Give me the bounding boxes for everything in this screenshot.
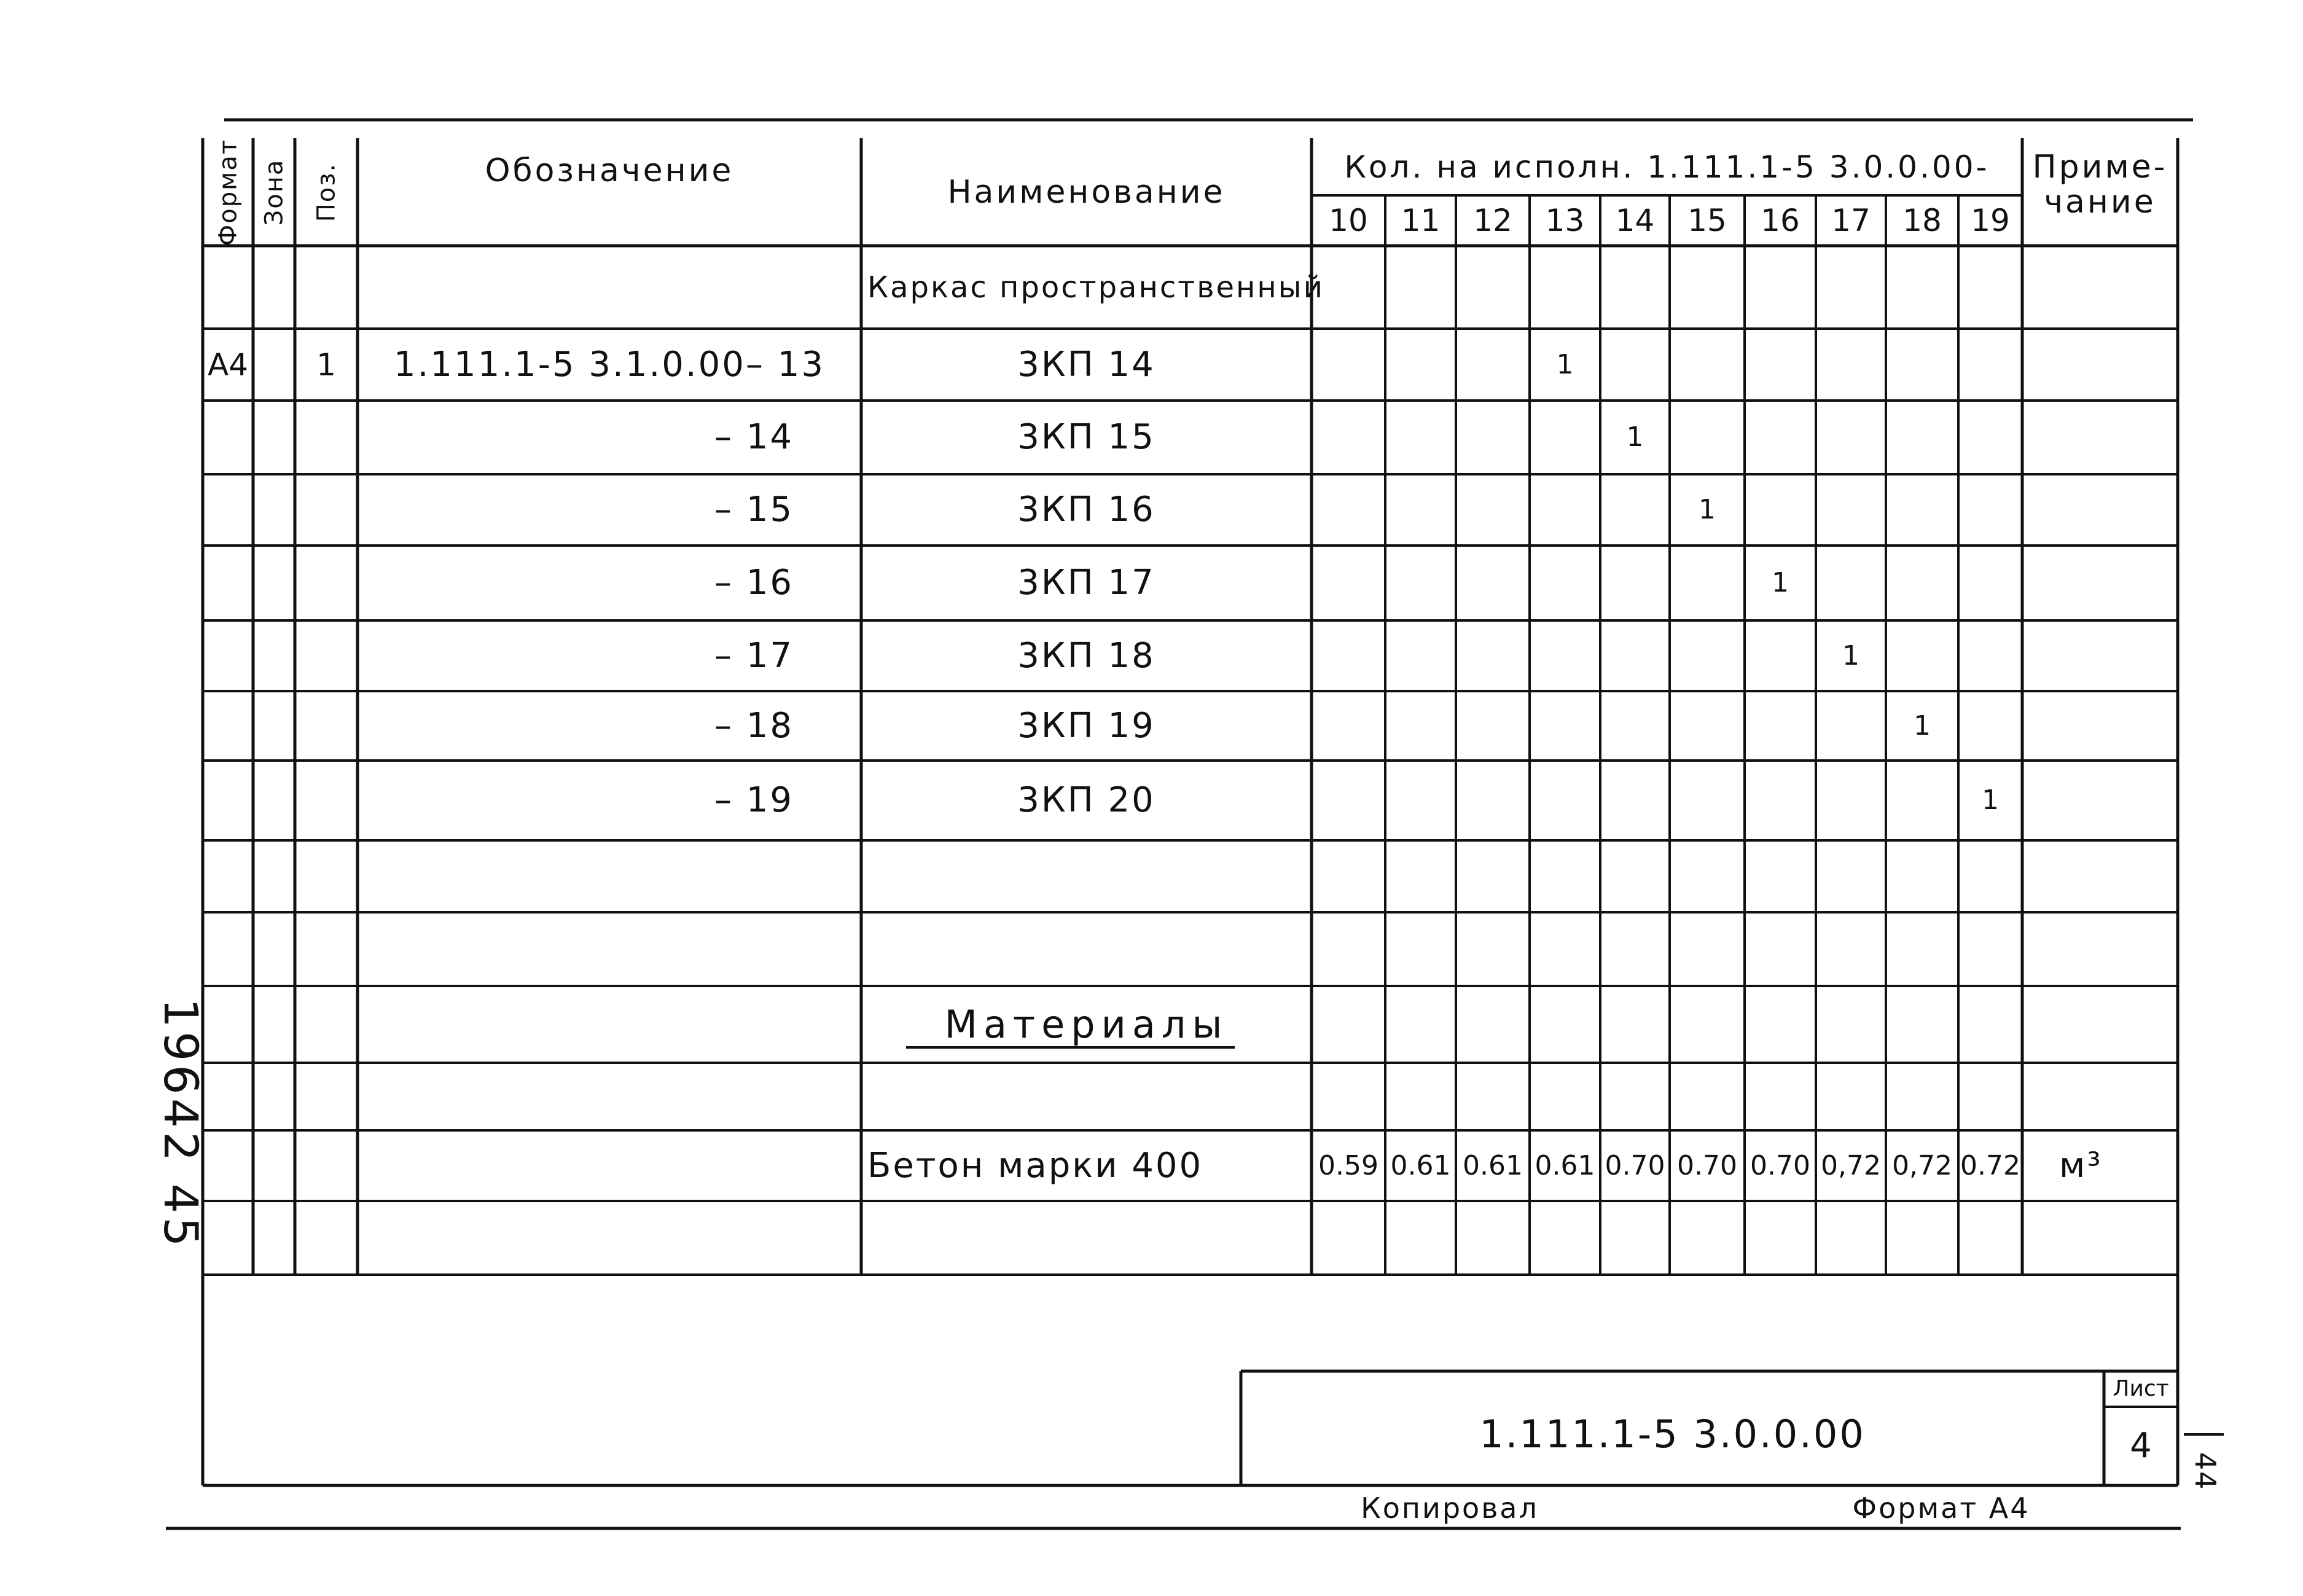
row-quantity (1745, 329, 1816, 401)
row-designation: – 18 (714, 705, 794, 746)
row-position (295, 546, 358, 620)
row-quantity (1600, 246, 1670, 329)
row-designation (358, 1201, 794, 1275)
row-quantity (1385, 691, 1456, 761)
row-quantity (1456, 986, 1530, 1063)
row-quantity (1886, 1063, 1958, 1130)
row-designation (358, 1063, 794, 1130)
variant-header: 10 (1329, 203, 1368, 238)
row-quantity (1456, 691, 1530, 761)
row-quantity: 0.59 (1318, 1149, 1378, 1181)
row-quantity (1385, 474, 1456, 546)
row-quantity (1312, 912, 1385, 986)
row-designation (358, 1130, 794, 1201)
row-quantity (1312, 474, 1385, 546)
row-note (2022, 691, 2178, 761)
row-quantity (1745, 1201, 1816, 1275)
row-quantity (1312, 620, 1385, 691)
row-quantity (1385, 329, 1456, 401)
row-quantity (1530, 401, 1600, 474)
row-position (295, 474, 358, 546)
row-designation: 1.111.1-5 3.1.0.00– 13 (394, 344, 825, 385)
variant-header: 17 (1831, 203, 1871, 238)
row-quantity (1456, 761, 1530, 840)
row-quantity (1816, 401, 1886, 474)
row-note (2022, 620, 2178, 691)
row-name: 3КП 20 (1017, 780, 1155, 820)
row-quantity (1385, 546, 1456, 620)
row-quantity (1530, 691, 1600, 761)
variant-header: 13 (1545, 203, 1585, 238)
variant-header: 11 (1401, 203, 1441, 238)
row-quantity (1958, 546, 2022, 620)
position-header: Поз. (312, 162, 340, 222)
row-quantity (1456, 1201, 1530, 1275)
row-designation (358, 986, 794, 1063)
row-format (203, 546, 253, 620)
row-quantity (1886, 761, 1958, 840)
row-quantity: 0,72 (1821, 1149, 1881, 1181)
row-note: м³ (2059, 1145, 2103, 1186)
row-quantity (1886, 912, 1958, 986)
row-format (203, 620, 253, 691)
row-quantity (1530, 620, 1600, 691)
row-note (2022, 246, 2178, 329)
row-quantity (1958, 912, 2022, 986)
row-quantity (1816, 546, 1886, 620)
margin-inventory-number: 19642 45 (154, 998, 209, 1251)
variant-header: 15 (1687, 203, 1727, 238)
row-position (295, 691, 358, 761)
row-note (2022, 546, 2178, 620)
row-quantity: 0.61 (1463, 1149, 1523, 1181)
row-quantity (1530, 986, 1600, 1063)
row-quantity (1886, 246, 1958, 329)
row-position (295, 246, 358, 329)
copied-label: Копировал (1361, 1492, 1539, 1525)
row-quantity (1385, 761, 1456, 840)
row-format (203, 761, 253, 840)
row-quantity (1312, 401, 1385, 474)
row-quantity (1312, 1063, 1385, 1130)
row-format: А4 (207, 346, 248, 383)
row-quantity (1670, 840, 1745, 912)
row-quantity (1456, 840, 1530, 912)
row-quantity (1886, 329, 1958, 401)
row-quantity (1312, 691, 1385, 761)
row-quantity (1670, 246, 1745, 329)
row-quantity (1456, 620, 1530, 691)
row-quantity (1958, 474, 2022, 546)
row-quantity (1670, 986, 1745, 1063)
row-quantity (1816, 1201, 1886, 1275)
row-name: 3КП 15 (1017, 417, 1155, 457)
row-quantity: 0.70 (1677, 1149, 1737, 1181)
row-quantity (1600, 912, 1670, 986)
row-position (295, 986, 358, 1063)
row-quantity (1385, 912, 1456, 986)
row-quantity (1958, 1201, 2022, 1275)
row-quantity (1670, 620, 1745, 691)
row-position (295, 912, 358, 986)
row-quantity (1958, 246, 2022, 329)
row-position (295, 761, 358, 840)
row-quantity (1745, 840, 1816, 912)
row-designation: – 14 (714, 417, 794, 457)
row-quantity (1745, 761, 1816, 840)
row-quantity (1670, 1201, 1745, 1275)
row-name: Материалы (944, 1001, 1229, 1047)
row-designation: – 15 (714, 490, 794, 530)
row-note (2022, 840, 2178, 912)
row-note (2022, 401, 2178, 474)
row-name (867, 840, 1305, 912)
row-quantity (1745, 246, 1816, 329)
row-quantity (1456, 246, 1530, 329)
row-quantity (1530, 246, 1600, 329)
row-position (295, 1130, 358, 1201)
row-quantity (1670, 1063, 1745, 1130)
row-quantity (1886, 474, 1958, 546)
row-quantity (1600, 546, 1670, 620)
row-note (2022, 912, 2178, 986)
row-quantity (1958, 840, 2022, 912)
row-quantity (1816, 840, 1886, 912)
row-quantity (1600, 329, 1670, 401)
row-quantity (1530, 912, 1600, 986)
page-number: 44 (2189, 1452, 2222, 1491)
row-quantity: 0.61 (1390, 1149, 1451, 1181)
row-quantity (1456, 401, 1530, 474)
row-quantity (1385, 401, 1456, 474)
row-position (295, 1201, 358, 1275)
variant-header: 16 (1761, 203, 1800, 238)
row-quantity (1886, 546, 1958, 620)
row-format (203, 691, 253, 761)
row-quantity (1600, 620, 1670, 691)
format-header: Формат (214, 138, 242, 246)
row-name (867, 1063, 1305, 1130)
row-designation (358, 246, 794, 329)
row-name: 3КП 14 (1017, 344, 1155, 385)
row-designation: – 17 (714, 635, 794, 676)
row-quantity: 0.72 (1960, 1149, 2020, 1181)
quantity-header: Кол. на исполн. 1.111.1-5 3.0.0.00- (1344, 149, 1990, 185)
row-quantity (1385, 1063, 1456, 1130)
row-quantity (1886, 1201, 1958, 1275)
name-header: Наименование (947, 173, 1226, 211)
row-quantity (1385, 246, 1456, 329)
row-quantity (1958, 620, 2022, 691)
row-quantity (1670, 761, 1745, 840)
row-quantity (1958, 401, 2022, 474)
stamp-designation: 1.111.1-5 3.0.0.00 (1479, 1412, 1866, 1457)
row-name: 3КП 16 (1017, 490, 1155, 530)
row-quantity (1745, 474, 1816, 546)
row-quantity (1530, 840, 1600, 912)
note-header-line-1: Приме- (2032, 148, 2168, 186)
variant-header: 14 (1615, 203, 1655, 238)
variant-header: 12 (1473, 203, 1512, 238)
variant-header: 18 (1902, 203, 1942, 238)
zone-header: Зона (260, 158, 288, 225)
row-position (295, 401, 358, 474)
row-quantity (1670, 546, 1745, 620)
row-name (867, 912, 1305, 986)
row-quantity (1958, 986, 2022, 1063)
row-quantity (1530, 761, 1600, 840)
row-quantity (1600, 986, 1670, 1063)
sheet-label: Лист (2113, 1376, 2169, 1401)
row-quantity (1600, 1201, 1670, 1275)
row-quantity (1816, 691, 1886, 761)
row-quantity (1745, 620, 1816, 691)
row-quantity (1385, 1201, 1456, 1275)
row-quantity (1600, 840, 1670, 912)
row-quantity (1312, 761, 1385, 840)
row-quantity (1600, 761, 1670, 840)
row-quantity (1456, 1063, 1530, 1130)
row-quantity (1312, 1201, 1385, 1275)
row-quantity (1816, 912, 1886, 986)
row-quantity (1745, 1063, 1816, 1130)
row-quantity (1745, 691, 1816, 761)
row-quantity (1816, 246, 1886, 329)
row-quantity: 0.70 (1605, 1149, 1665, 1181)
row-quantity (1958, 1063, 2022, 1130)
row-quantity (1670, 691, 1745, 761)
row-quantity (1385, 986, 1456, 1063)
row-designation: – 19 (714, 780, 794, 820)
row-quantity (1816, 474, 1886, 546)
row-position (295, 840, 358, 912)
row-position: 1 (316, 346, 336, 383)
row-quantity: 1 (1556, 348, 1574, 380)
row-quantity (1886, 401, 1958, 474)
row-quantity (1670, 912, 1745, 986)
row-designation (358, 840, 794, 912)
row-quantity (1670, 401, 1745, 474)
row-quantity: 1 (1772, 567, 1789, 598)
row-position (295, 620, 358, 691)
row-format (203, 246, 253, 329)
row-quantity (1530, 1201, 1600, 1275)
row-name: 3КП 19 (1017, 705, 1155, 746)
row-quantity (1600, 1063, 1670, 1130)
row-format (203, 912, 253, 986)
row-quantity: 1 (1626, 421, 1644, 453)
row-quantity: 1 (1842, 640, 1859, 671)
row-quantity (1385, 840, 1456, 912)
row-note (2022, 761, 2178, 840)
row-quantity: 1 (1982, 784, 1999, 816)
row-quantity (1530, 1063, 1600, 1130)
row-note (2022, 329, 2178, 401)
row-quantity: 0.70 (1750, 1149, 1810, 1181)
row-format (203, 401, 253, 474)
row-quantity (1886, 840, 1958, 912)
row-quantity (1816, 1063, 1886, 1130)
row-quantity (1456, 912, 1530, 986)
row-quantity (1600, 691, 1670, 761)
variant-header: 19 (1971, 203, 2010, 238)
row-quantity (1958, 329, 2022, 401)
row-quantity (1456, 329, 1530, 401)
row-designation (358, 912, 794, 986)
row-quantity (1745, 912, 1816, 986)
row-note (2022, 986, 2178, 1063)
row-note (2022, 474, 2178, 546)
row-name (867, 1201, 1305, 1275)
row-position (295, 1063, 358, 1130)
row-quantity (1816, 986, 1886, 1063)
row-quantity (1312, 840, 1385, 912)
row-quantity (1745, 986, 1816, 1063)
designation-header: Обозначение (485, 152, 734, 189)
row-designation: – 16 (714, 563, 794, 603)
row-quantity (1530, 546, 1600, 620)
row-quantity: 0,72 (1892, 1149, 1952, 1181)
row-quantity (1816, 329, 1886, 401)
row-note (2022, 1063, 2178, 1130)
row-quantity (1886, 620, 1958, 691)
row-quantity (1958, 691, 2022, 761)
row-quantity (1530, 474, 1600, 546)
row-name: 3КП 17 (1017, 563, 1155, 603)
row-quantity (1600, 474, 1670, 546)
row-quantity (1886, 986, 1958, 1063)
row-quantity (1816, 761, 1886, 840)
note-header-line-2: чание (2044, 184, 2156, 221)
row-note (2022, 1201, 2178, 1275)
row-quantity (1312, 329, 1385, 401)
sheet-number: 4 (2130, 1426, 2152, 1466)
row-format (203, 474, 253, 546)
row-name: Бетон марки 400 (867, 1145, 1203, 1186)
row-name: 3КП 18 (1017, 635, 1155, 676)
row-quantity: 1 (1699, 494, 1716, 525)
row-quantity (1385, 620, 1456, 691)
format-label: Формат А4 (1852, 1492, 2030, 1525)
row-format (203, 840, 253, 912)
row-quantity (1312, 246, 1385, 329)
row-quantity (1670, 329, 1745, 401)
row-quantity: 0.61 (1535, 1149, 1595, 1181)
row-quantity (1312, 546, 1385, 620)
row-quantity (1312, 986, 1385, 1063)
row-quantity: 1 (1914, 710, 1931, 741)
row-quantity (1456, 474, 1530, 546)
row-quantity (1745, 401, 1816, 474)
row-quantity (1456, 546, 1530, 620)
row-name: Каркас пространственный (867, 270, 1324, 305)
